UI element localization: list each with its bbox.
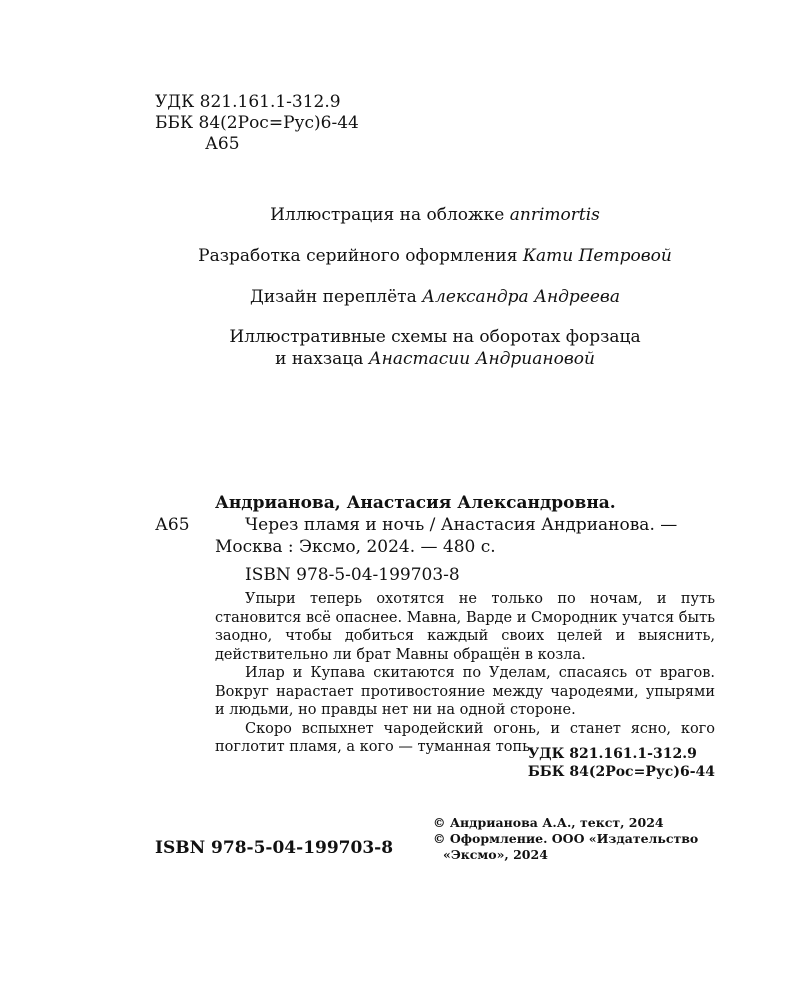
annotation-paragraph-1: Упыри теперь охотятся не только по ночам, и путь становится всё опаснее. Мавна, Варде и Смородник учатся быть заодно, чтобы добиться каждый своих целей и выяснить, действительно ли брат Мавны обращён в козла. bbox=[215, 591, 715, 663]
credit-schemes bbox=[150, 326, 720, 370]
credit-cover bbox=[150, 204, 720, 226]
classification-udk: УДК 821.161.1-312.9 bbox=[527, 746, 697, 762]
classification-block bbox=[528, 745, 715, 781]
credit-schemes-line-1: Иллюстративные схемы на оборотах форзаца bbox=[229, 327, 641, 347]
annotation bbox=[215, 590, 715, 757]
bib-mark: А65 bbox=[155, 515, 190, 535]
copyright-design-line-2: «Эксмо», 2024 bbox=[443, 847, 548, 862]
bib-isbn: ISBN 978-5-04-199703-8 bbox=[245, 565, 460, 585]
annotation-paragraph-3: Скоро вспыхнет чародейский огонь, и станет ясно, кого поглотит пламя, а кого — туманная топь. bbox=[215, 720, 715, 755]
credit-series-name: Кати Петровой bbox=[522, 246, 672, 266]
bib-publication-line: Москва : Эксмо, 2024. — 480 с. bbox=[215, 537, 496, 557]
credit-schemes-label-2: и нахзаца bbox=[275, 349, 364, 369]
credit-cover-label: Иллюстрация на обложке bbox=[270, 205, 505, 225]
footer-isbn: ISBN 978-5-04-199703-8 bbox=[155, 838, 394, 858]
credit-series-label: Разработка серийного оформления bbox=[198, 246, 518, 266]
credit-binding-label: Дизайн переплёта bbox=[250, 287, 417, 307]
header-bbk: ББК 84(2Рос=Рус)6-44 bbox=[155, 113, 359, 133]
credit-schemes-line-2 bbox=[150, 348, 720, 370]
bib-author: Андрианова, Анастасия Александровна. bbox=[215, 493, 616, 513]
classification-bbk: ББК 84(2Рос=Рус)6-44 bbox=[527, 764, 715, 780]
copyright-text: © Андрианова А.А., текст, 2024 bbox=[433, 815, 664, 830]
annotation-paragraph-2: Илар и Купава скитаются по Уделам, спасаясь от врагов. Вокруг нарастает противостояние между чародеями, упырями и людьми, но правды нет ни на одной стороне. bbox=[215, 665, 715, 718]
credit-cover-name: anrimortis bbox=[509, 205, 600, 225]
copyright-design-line-1: © Оформление. ООО «Издательство bbox=[433, 831, 699, 846]
credit-binding-name: Александра Андреева bbox=[422, 287, 620, 307]
header-author-mark: А65 bbox=[205, 134, 240, 154]
credit-schemes-name: Анастасии Андриановой bbox=[368, 349, 595, 369]
credit-binding bbox=[150, 286, 720, 308]
header-codes bbox=[155, 92, 359, 155]
credit-series bbox=[150, 245, 720, 267]
bib-title-line: Через пламя и ночь / Анастасия Андрианова. — bbox=[245, 515, 678, 535]
header-udk: УДК 821.161.1-312.9 bbox=[155, 92, 341, 112]
copyright-block bbox=[433, 815, 698, 863]
